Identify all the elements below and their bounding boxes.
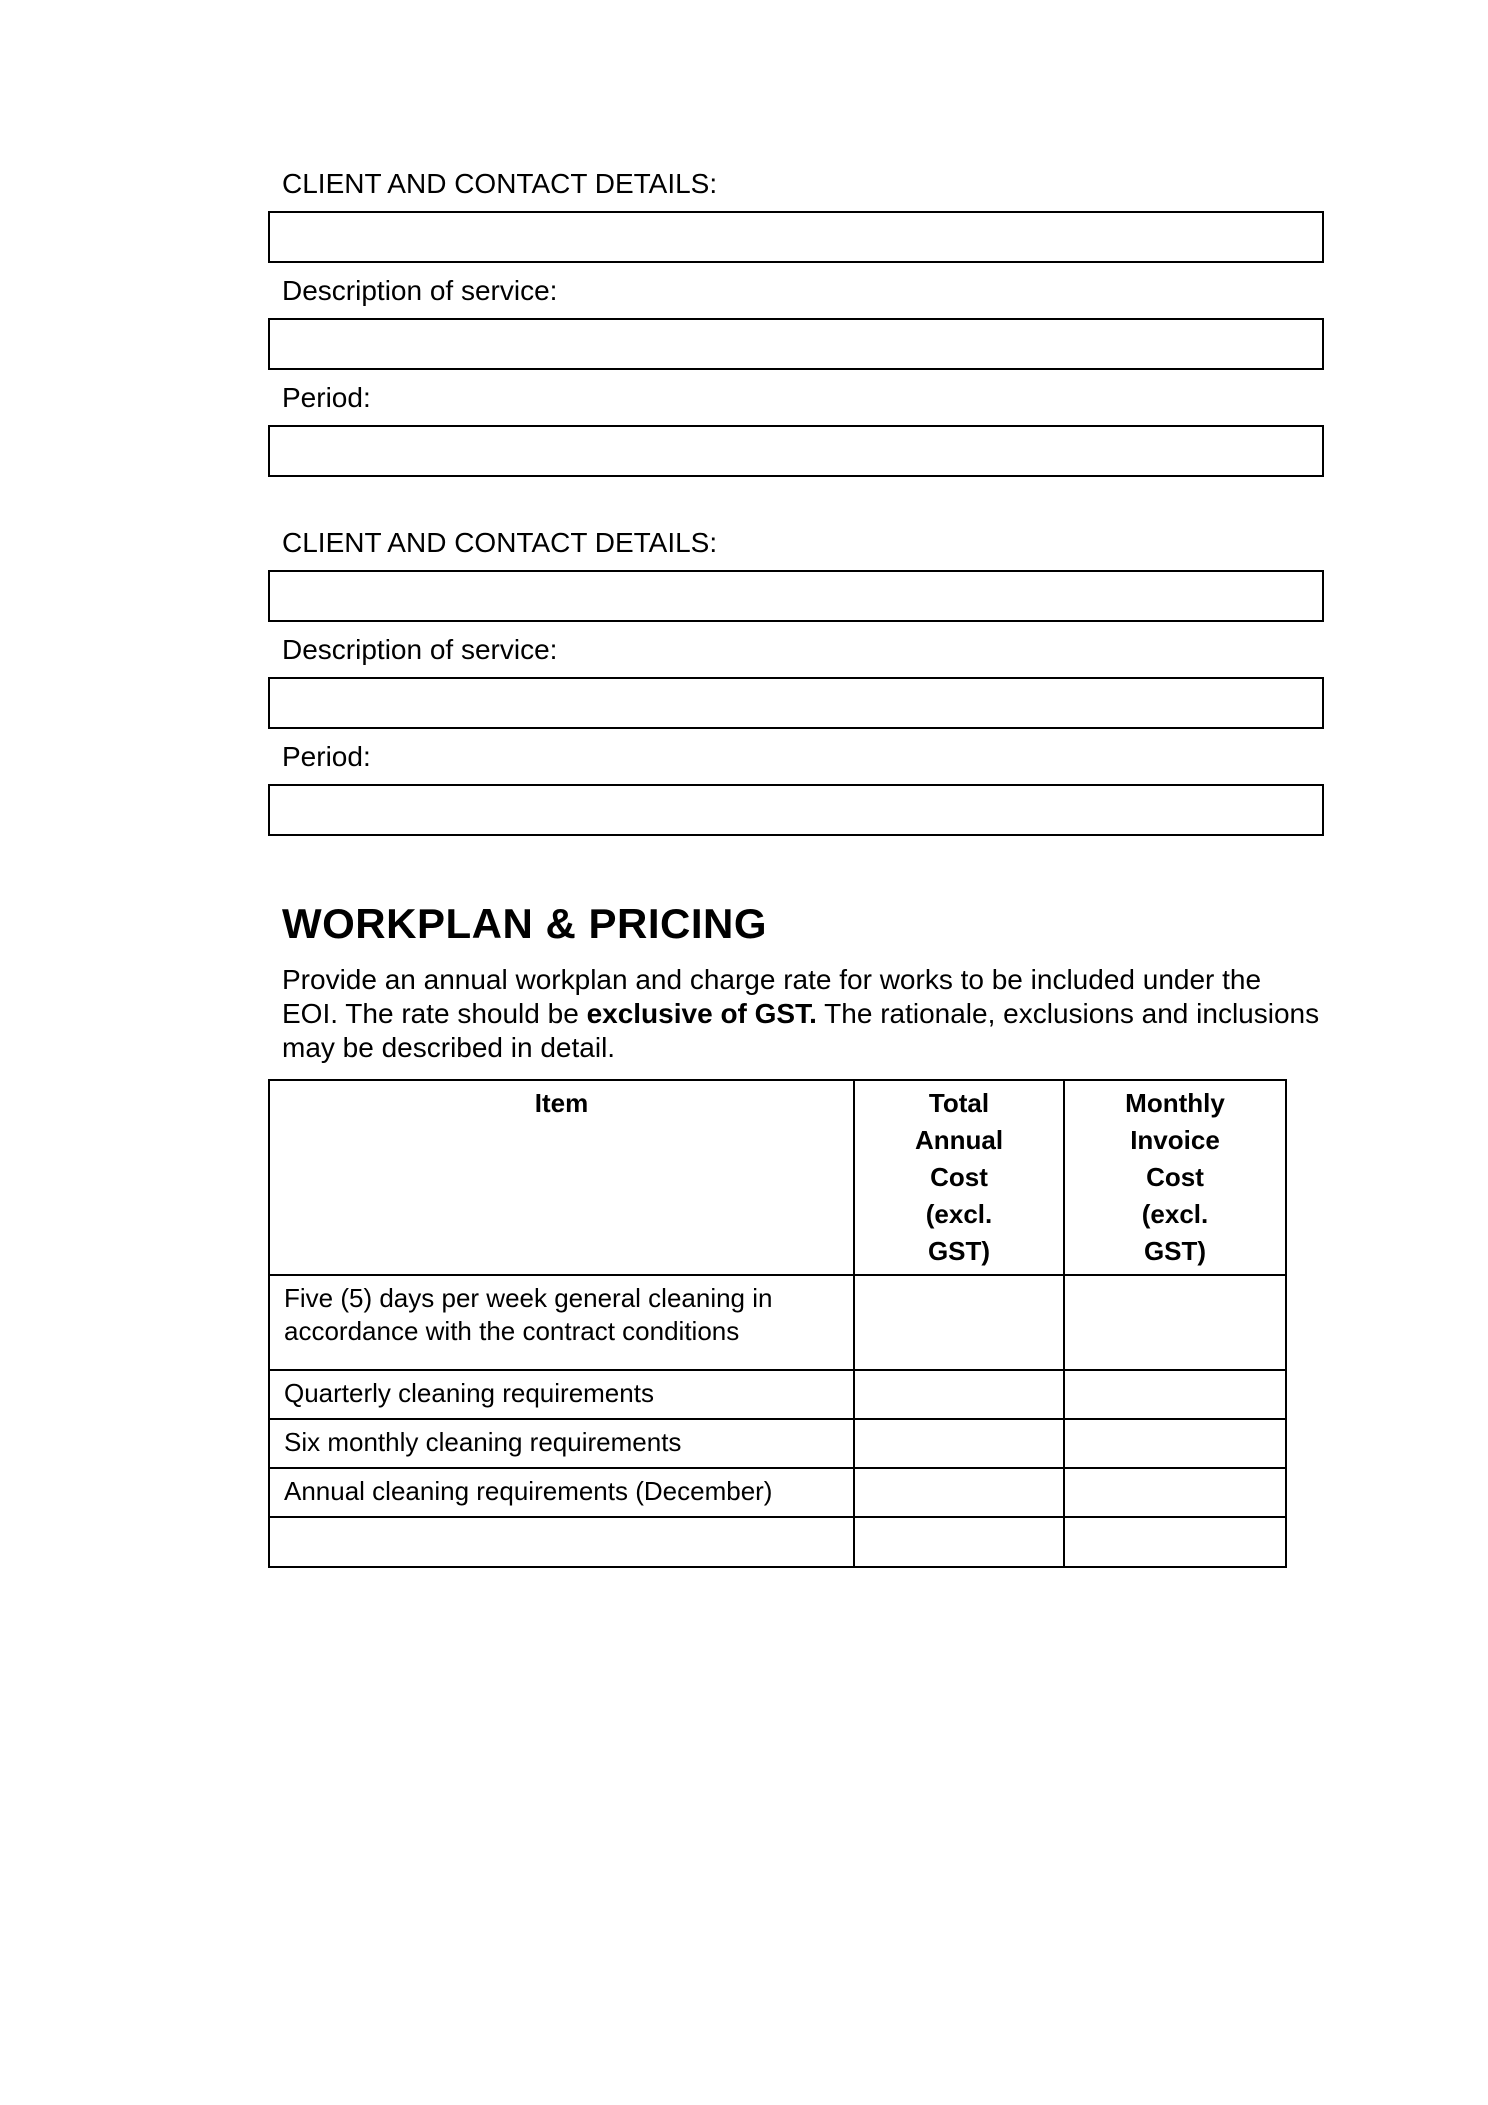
client-details-field[interactable] [268,570,1324,622]
pricing-row-extra-empty [269,1517,1286,1567]
monthly-invoice-cost-cell[interactable] [1064,1275,1286,1370]
total-annual-cost-cell[interactable] [854,1517,1064,1567]
client-contact-section-2 [268,527,1324,836]
pricing-row-six-monthly-cleaning [269,1419,1286,1468]
client-contact-section-1 [268,168,1324,477]
period-field[interactable] [268,784,1324,836]
pricing-header-monthly-invoice-cost: Monthly Invoice Cost (excl. GST) [1064,1080,1286,1275]
total-annual-cost-cell[interactable] [854,1419,1064,1468]
description-of-service-field[interactable] [268,318,1324,370]
total-annual-cost-cell[interactable] [854,1468,1064,1517]
pricing-item-cell: Annual cleaning requirements (December) [269,1468,854,1517]
document-content [268,168,1324,1568]
monthly-invoice-cost-cell[interactable] [1064,1468,1286,1517]
intro-text-after: The rationale, exclusions and inclusions may be described in detail. [282,998,1320,1063]
workplan-pricing-heading: WORKPLAN & PRICING [282,900,767,947]
pricing-item-cell: Quarterly cleaning requirements [269,1370,854,1419]
pricing-item-cell: Five (5) days per week general cleaning in accordance with the contract conditions [269,1275,854,1370]
monthly-invoice-cost-cell[interactable] [1064,1370,1286,1419]
intro-text-before: Provide an annual workplan and charge rate for works to be included under the EOI. The rate should be [282,964,1262,1029]
period-label: Period: [282,382,371,413]
description-of-service-label: Description of service: [282,275,558,306]
monthly-invoice-cost-cell[interactable] [1064,1517,1286,1567]
total-annual-cost-cell[interactable] [854,1275,1064,1370]
pricing-table-header-row [269,1080,1286,1275]
pricing-header-total-annual-cost: Total Annual Cost (excl. GST) [854,1080,1064,1275]
pricing-table [268,1079,1287,1568]
description-of-service-field[interactable] [268,677,1324,729]
workplan-pricing-section [268,900,1324,1568]
client-details-label: CLIENT AND CONTACT DETAILS: [282,168,718,199]
client-details-field[interactable] [268,211,1324,263]
workplan-intro-text [268,963,1320,1065]
period-label: Period: [282,741,371,772]
description-of-service-label: Description of service: [282,634,558,665]
pricing-row-quarterly-cleaning [269,1370,1286,1419]
total-annual-cost-cell[interactable] [854,1370,1064,1419]
intro-text-gst-bold: exclusive of GST. [586,998,817,1029]
pricing-row-weekly-cleaning [269,1275,1286,1370]
empty-spacer-cell [269,1517,854,1567]
client-details-label: CLIENT AND CONTACT DETAILS: [282,527,718,558]
pricing-header-item: Item [269,1080,854,1275]
period-field[interactable] [268,425,1324,477]
pricing-item-cell: Six monthly cleaning requirements [269,1419,854,1468]
pricing-row-annual-cleaning [269,1468,1286,1517]
monthly-invoice-cost-cell[interactable] [1064,1419,1286,1468]
